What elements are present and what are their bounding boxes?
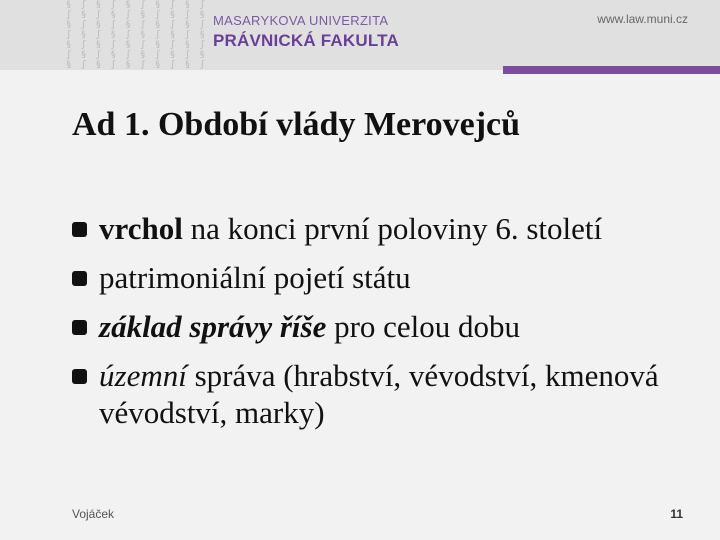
faculty-name: PRÁVNICKÁ FAKULTA — [213, 31, 399, 50]
bullet-emphasis: územní — [99, 358, 187, 393]
bullet-text: správa (hrabství, vévodství, kmenová vévodství, marky) — [99, 358, 659, 430]
bullet-text: patrimoniální pojetí státu — [99, 260, 411, 295]
header-band — [0, 0, 720, 70]
page-number: 11 — [670, 507, 683, 521]
bullet-item — [72, 259, 702, 296]
slide-title: Ad 1. Období vlády Merovejců — [72, 106, 521, 143]
bullet-square-icon — [72, 320, 87, 335]
footer-author: Vojáček — [72, 507, 115, 521]
bullet-emphasis: vrchol — [99, 211, 183, 246]
bullet-list — [72, 210, 702, 443]
bullet-emphasis: základ správy říše — [99, 309, 327, 344]
bullet-item — [72, 210, 702, 247]
bullet-text: pro celou dobu — [326, 309, 521, 344]
bullet-square-icon — [72, 271, 87, 286]
university-name: MASARYKOVA UNIVERZITA — [213, 13, 389, 28]
university-logo-pattern: § ʃ § ʃ § ʃ § ʃ § ʃ ʃ § ʃ § ʃ § ʃ § ʃ § § ʃ § ʃ § ʃ § ʃ § ʃ ʃ § ʃ § ʃ § ʃ § ʃ § § ʃ § ʃ § ʃ § ʃ § ʃ ʃ § ʃ § ʃ § ʃ § ʃ § § ʃ § ʃ § ʃ § ʃ § ʃ — [66, 0, 207, 70]
bullet-item — [72, 308, 702, 345]
bullet-square-icon — [72, 222, 87, 237]
website-url: www.law.muni.cz — [597, 12, 688, 26]
bullet-text: na konci první poloviny 6. století — [182, 211, 603, 246]
bullet-square-icon — [72, 369, 87, 384]
accent-bar — [503, 66, 720, 74]
bullet-item — [72, 357, 702, 431]
